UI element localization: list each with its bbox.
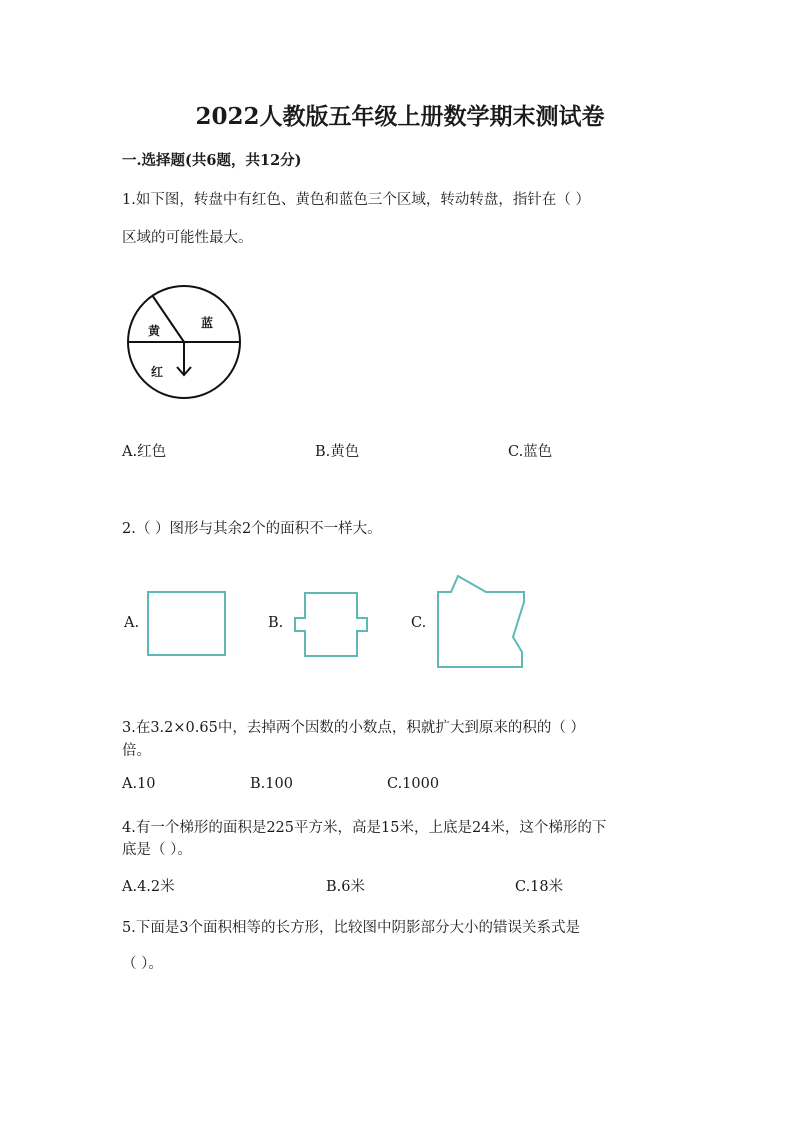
q2-label-a[interactable]: A. bbox=[124, 615, 140, 631]
q1-option-a[interactable]: A.红色 bbox=[122, 444, 167, 460]
spinner-label-red: 红 bbox=[151, 365, 164, 379]
q1-text-line2: 区域的可能性最大。 bbox=[122, 230, 253, 246]
spinner-label-blue: 蓝 bbox=[201, 316, 214, 330]
q3-option-a[interactable]: A.10 bbox=[122, 776, 156, 792]
q2-label-c[interactable]: C. bbox=[411, 615, 427, 631]
q3-text-line1: 3.在3.2×0.65中，去掉两个因数的小数点，积就扩大到原来的积的（ ） bbox=[122, 720, 585, 736]
page-title: 2022人教版五年级上册数学期末测试卷 bbox=[195, 103, 605, 130]
q4-option-b[interactable]: B.6米 bbox=[326, 879, 365, 895]
q4-text-line2: 底是（ ）。 bbox=[122, 842, 192, 858]
shape-a-rectangle bbox=[148, 592, 225, 655]
q3-option-b[interactable]: B.100 bbox=[250, 776, 293, 792]
q3-option-c[interactable]: C.1000 bbox=[387, 776, 440, 792]
q1-option-c[interactable]: C.蓝色 bbox=[508, 444, 553, 460]
q1-option-b[interactable]: B.黄色 bbox=[315, 444, 360, 460]
q4-option-a[interactable]: A.4.2米 bbox=[122, 879, 175, 895]
spinner-label-yellow: 黄 bbox=[148, 324, 161, 338]
q3-text-line2: 倍。 bbox=[122, 743, 151, 759]
q2-label-b[interactable]: B. bbox=[268, 615, 284, 631]
q4-text-line1: 4.有一个梯形的面积是225平方米，高是15米，上底是24米，这个梯形的下 bbox=[122, 820, 607, 836]
q5-text-line1: 5.下面是3个面积相等的长方形，比较图中阴影部分大小的错误关系式是 bbox=[122, 920, 581, 936]
q5-text-line2: （ ）。 bbox=[122, 956, 163, 972]
shape-c-irregular bbox=[438, 576, 524, 667]
q2-text: 2.（ ）图形与其余2个的面积不一样大。 bbox=[122, 521, 382, 537]
section-heading: 一.选择题(共6题，共12分) bbox=[122, 152, 302, 169]
q1-text-line1: 1.如下图，转盘中有红色、黄色和蓝色三个区域，转动转盘，指针在（ ） bbox=[122, 192, 590, 208]
q4-option-c[interactable]: C.18米 bbox=[515, 879, 564, 895]
shape-b-notched-square bbox=[295, 593, 367, 656]
